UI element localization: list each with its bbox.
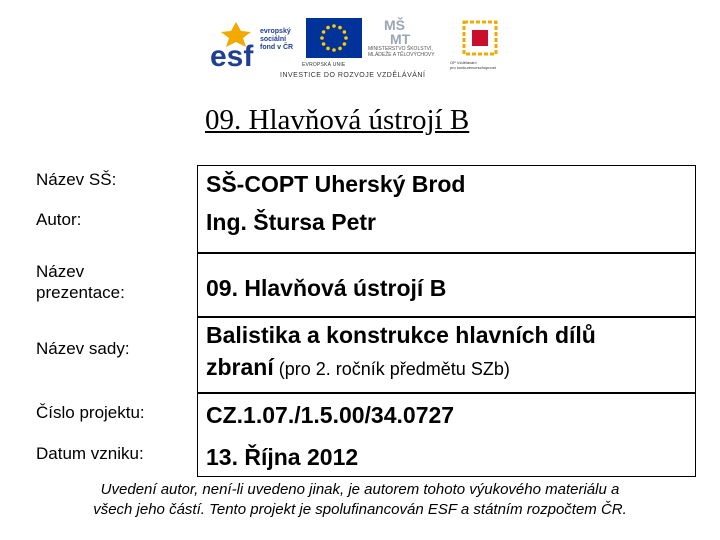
footer-line-2: všech jeho částí. Tento projekt je spolufinancován ESF a státním rozpočtem ČR. <box>93 501 627 518</box>
project-number-value: CZ.1.07./1.5.00/34.0727 <box>206 402 455 428</box>
op-logo <box>460 18 500 58</box>
table-cell-presentation <box>197 253 696 317</box>
project-number-label: Číslo projektu: <box>36 403 145 422</box>
set-value-line1: Balistika a konstrukce hlavních dílů <box>206 322 596 348</box>
set-value-line2: zbraní (pro 2. ročník předmětu SZb) <box>206 354 510 380</box>
presentation-value: 09. Hlavňová ústrojí B <box>206 275 447 301</box>
school-name-label: Název SŠ: <box>36 170 117 189</box>
author-value: Ing. Štursa Petr <box>206 209 376 235</box>
esf-logo <box>210 16 296 68</box>
logo-strip <box>210 14 510 84</box>
eu-caption: EVROPSKÁ UNIE <box>302 62 346 68</box>
date-value: 13. Října 2012 <box>206 444 359 470</box>
esf-text: evropský sociální fond v ČR <box>260 28 294 51</box>
author-label: Autor: <box>36 210 82 229</box>
school-name-value: SŠ-COPT Uherský Brod <box>206 171 466 197</box>
eu-flag <box>306 18 362 58</box>
msmt-logo <box>376 16 436 72</box>
op-mark-icon <box>460 18 500 58</box>
op-caption: OP Vzdělávání pro konkurenceschopnost <box>450 60 496 70</box>
footer-line-1: Uvedení autor, není-li uvedeno jinak, je autorem tohoto výukového materiálu a <box>100 481 620 498</box>
table-cell-set <box>197 317 696 393</box>
svg-text:esf: esf <box>210 40 254 68</box>
svg-text:MŠ: MŠ <box>384 17 405 33</box>
set-label: Název sady: <box>36 339 130 358</box>
esf-mark-icon <box>210 22 258 68</box>
svg-text:MT: MT <box>390 31 411 46</box>
eu-stars-icon <box>306 18 362 58</box>
table-cell-project-date <box>197 393 696 477</box>
msmt-caption: MINISTERSTVO ŠKOLSTVÍ, MLÁDEŽE A TĚLOVÝCHOVY <box>368 46 435 58</box>
invest-caption: INVESTICE DO ROZVOJE VZDĚLÁVÁNÍ <box>280 72 426 79</box>
msmt-mark-icon <box>376 16 436 46</box>
info-table <box>30 165 696 477</box>
footer-note <box>10 480 710 520</box>
date-label: Datum vzniku: <box>36 444 144 463</box>
slide-title: 09. Hlavňová ústrojí B <box>205 104 470 136</box>
table-cell-school-author <box>197 165 696 253</box>
presentation-label: Název prezentace: <box>36 262 125 302</box>
